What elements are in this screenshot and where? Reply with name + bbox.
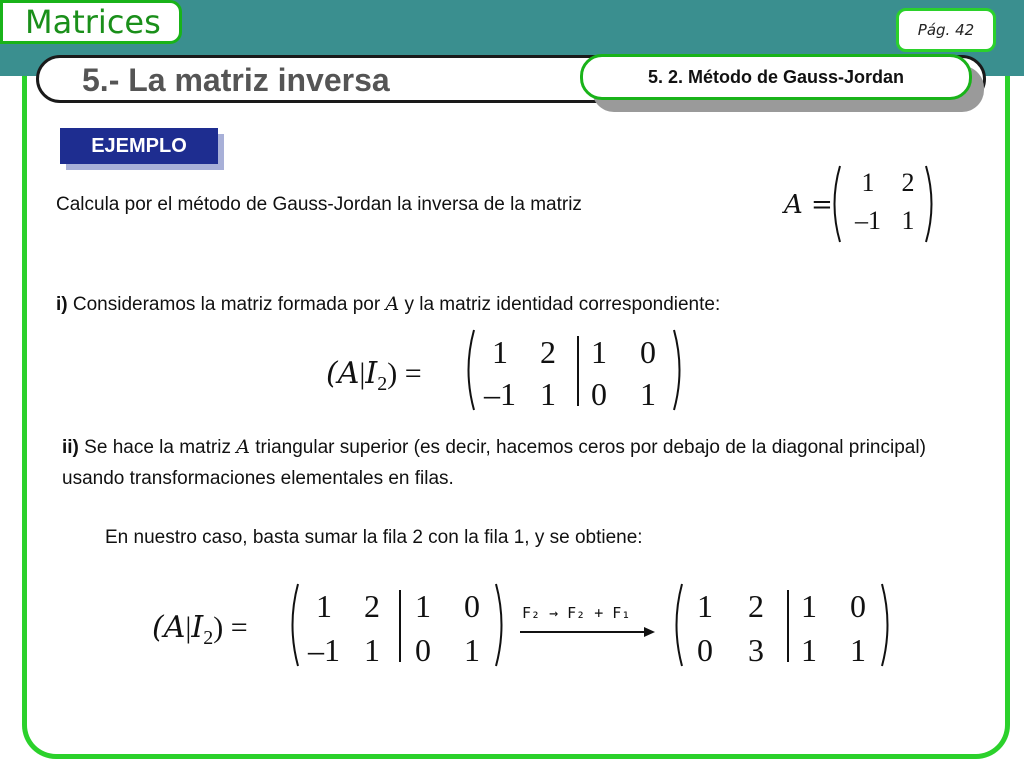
matrix-cell: –1: [484, 376, 516, 412]
augment-divider: [399, 590, 401, 662]
step3-text: En nuestro caso, basta sumar la fila 2 con la fila 1, y se obtiene:: [105, 527, 643, 548]
matrix-cell: 0: [464, 588, 480, 624]
matrix-cell: 1: [415, 588, 431, 624]
right-paren: [494, 582, 508, 668]
page-number: Pág. 42: [896, 8, 996, 52]
matrix-cell: 0: [640, 334, 656, 370]
lhs-bar: |: [359, 357, 366, 390]
example-badge: EJEMPLO: [60, 128, 218, 164]
left-paren: [670, 582, 684, 668]
matrix-cell: 2: [364, 588, 380, 624]
matrix-cell: 1: [861, 168, 875, 197]
step2-var: A: [236, 436, 250, 458]
lhs-bar: |: [185, 611, 192, 644]
step1-augmented-matrix: [462, 328, 688, 412]
step1-text-b: y la matriz identidad correspondiente:: [399, 294, 721, 315]
step1-var: A: [385, 293, 400, 315]
step1-label: i): [56, 294, 68, 315]
statement-text: Calcula por el método de Gauss-Jordan la inversa de la matriz: [56, 194, 582, 215]
augment-divider: [787, 590, 789, 662]
row-operation-arrow-icon: [518, 624, 658, 640]
lhs-i: I: [365, 356, 378, 391]
right-paren: [880, 582, 894, 668]
page-title: 5.- La matriz inversa: [82, 62, 390, 98]
step2-text-a: Se hace la matriz: [78, 437, 237, 458]
matrix-cell: 1: [850, 632, 866, 668]
right-paren: [924, 164, 938, 244]
matrix-cell: 0: [850, 588, 866, 624]
matrix-cell: –1: [308, 632, 340, 668]
step1-text-a: Consideramos la matriz formada por: [67, 294, 386, 315]
step1-lhs: [326, 356, 422, 396]
step2-label: ii): [62, 437, 79, 458]
matrix-cell: 1: [316, 588, 332, 624]
matrix-cell: 2: [901, 168, 915, 197]
lhs-i: I: [191, 610, 204, 645]
lhs-a: (A: [326, 356, 360, 391]
step3-before-matrix: [286, 582, 510, 668]
matrix-cell: 1: [901, 206, 915, 235]
left-paren: [828, 164, 842, 244]
matrix-cell: 1: [492, 334, 508, 370]
lhs-c: ) =: [387, 357, 422, 390]
step2-text-b: triangular superior (es decir, hacemos ceros por debajo de la diagonal principal) usando transformaciones elementales en filas.: [62, 437, 926, 489]
matrix-cell: 1: [640, 376, 656, 412]
matrix-cell: 0: [697, 632, 713, 668]
step3-after-matrix: [670, 582, 896, 668]
matrix-cell: 0: [591, 376, 607, 412]
matrix-cell: 3: [748, 632, 764, 668]
matrix-cell: 1: [697, 588, 713, 624]
statement-lhs-label: A =: [784, 190, 833, 220]
lhs-sub: 2: [203, 627, 214, 649]
matrix-cell: 1: [364, 632, 380, 668]
lhs-sub: 2: [377, 373, 388, 395]
matrix-cell: 2: [748, 588, 764, 624]
lhs-c: ) =: [213, 611, 248, 644]
step1-text: [56, 289, 720, 320]
step2-text: [62, 432, 962, 494]
step3-lhs: [152, 610, 248, 650]
lhs-a: (A: [152, 610, 186, 645]
right-paren: [672, 328, 686, 412]
matrix-cell: 2: [540, 334, 556, 370]
matrix-cell: 1: [801, 632, 817, 668]
matrix-cell: 1: [801, 588, 817, 624]
statement-lhs: [784, 190, 833, 220]
matrix-cell: 1: [591, 334, 607, 370]
augment-divider: [577, 336, 579, 406]
matrix-cell: 1: [464, 632, 480, 668]
matrix-cell: 0: [415, 632, 431, 668]
row-operation-label: F₂ → F₂ + F₁: [522, 604, 631, 622]
matrix-cell: –1: [855, 206, 881, 235]
matrix-cell: 1: [540, 376, 556, 412]
brand-label: Matrices: [0, 0, 182, 44]
statement-matrix: [828, 164, 938, 244]
subsection-label: 5. 2. Método de Gauss-Jordan: [580, 54, 972, 100]
